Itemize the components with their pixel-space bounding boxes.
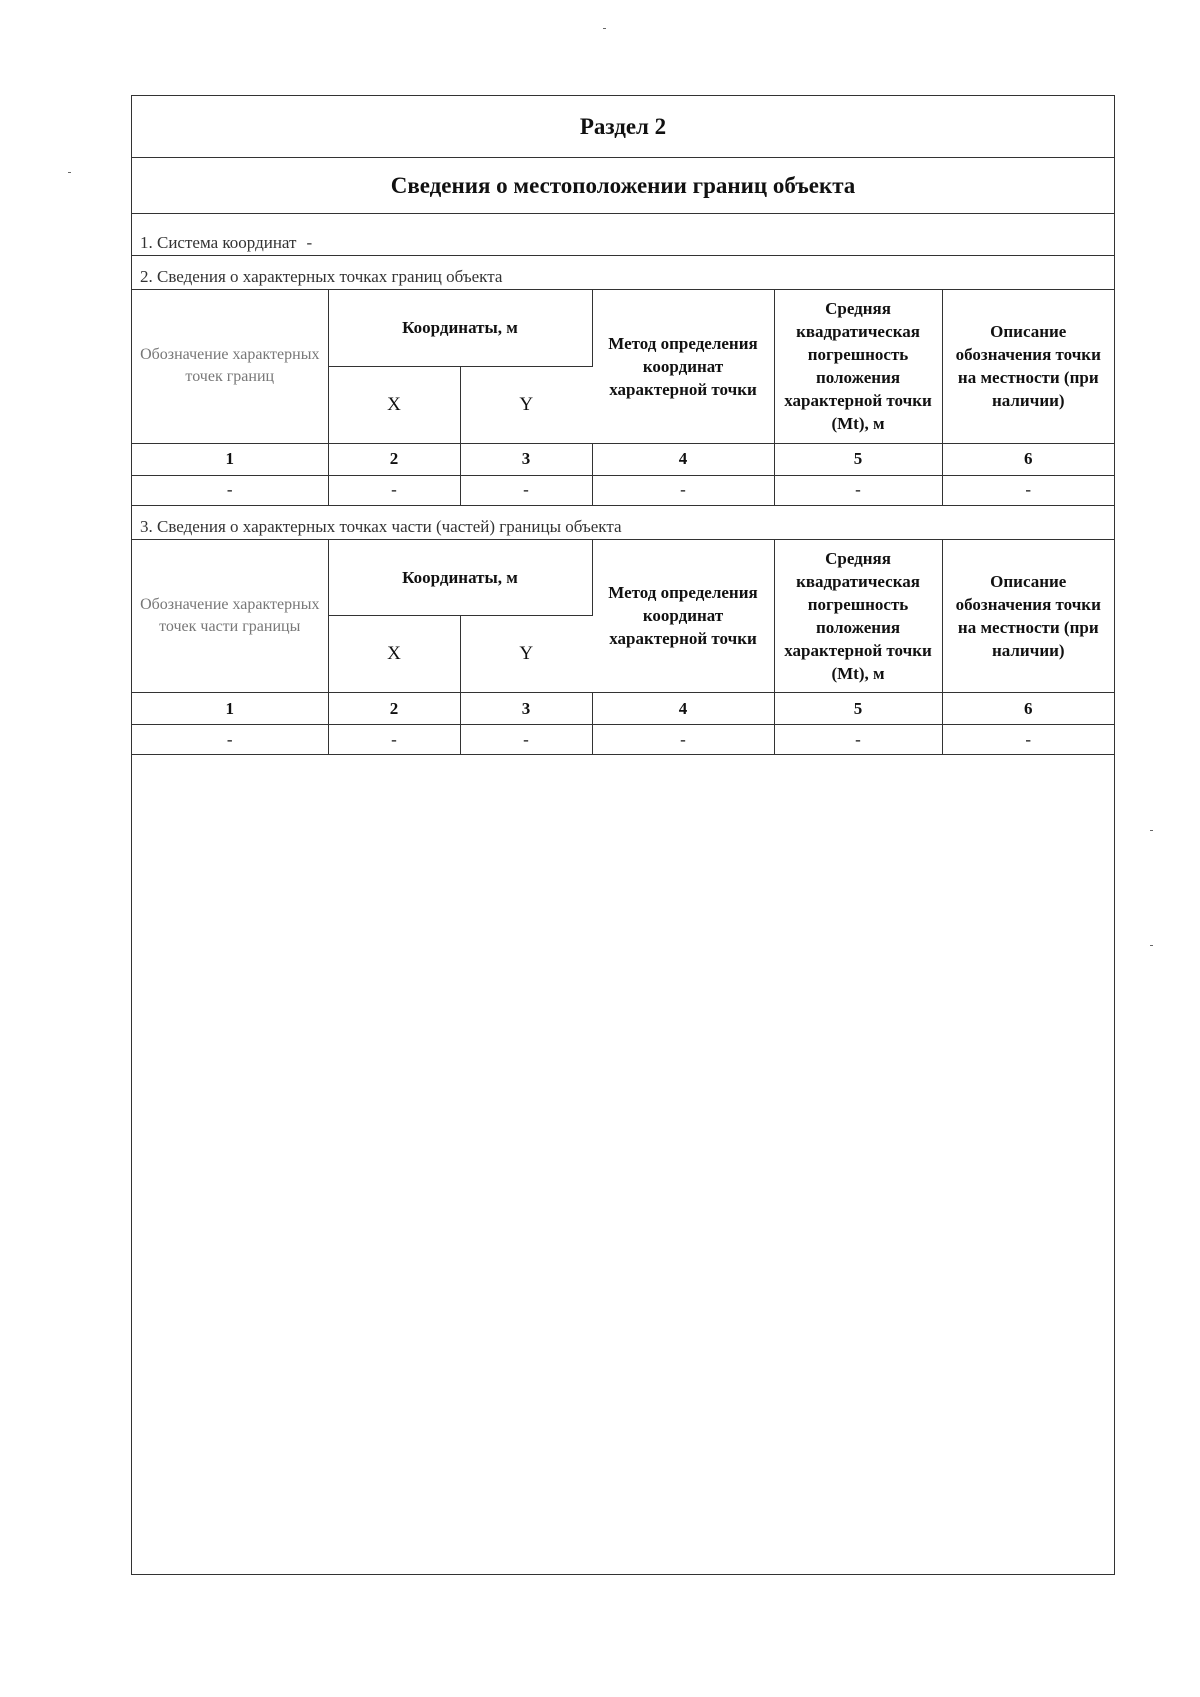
col-error: Средняя квадратическая погрешность положения характерной точки (Mt), м (774, 290, 942, 443)
col-coordinates: Координаты, м (328, 540, 592, 616)
table-cell: - (942, 475, 1114, 505)
table-cell: - (328, 475, 460, 505)
column-number: 5 (774, 443, 942, 475)
part-boundary-points-table (132, 540, 1114, 756)
table-cell: - (328, 725, 460, 755)
scan-speck (603, 28, 606, 29)
section-number: Раздел 2 (132, 96, 1114, 158)
boundary-points-table (132, 290, 1114, 506)
column-number: 5 (774, 693, 942, 725)
column-number: 2 (328, 443, 460, 475)
column-number: 2 (328, 693, 460, 725)
column-number: 6 (942, 693, 1114, 725)
table-cell: - (774, 475, 942, 505)
column-numbers-row (132, 693, 1114, 725)
table-row (132, 475, 1114, 505)
table2-container (132, 540, 1114, 756)
scan-speck (68, 172, 71, 173)
table2-caption: 3. Сведения о характерных точках части (частей) границы объекта (132, 506, 1114, 540)
col-description: Описание обозначения точки на местности (при наличии) (942, 290, 1114, 443)
table-cell: - (132, 725, 328, 755)
coord-system-label: 1. Система координат (140, 233, 297, 252)
table-cell: - (592, 475, 774, 505)
table1-container (132, 290, 1114, 506)
table-cell: - (460, 475, 592, 505)
document-frame (131, 95, 1115, 1575)
col-method: Метод определения координат характерной точки (592, 290, 774, 443)
table-cell: - (942, 725, 1114, 755)
col-designation: Обозначение характерных точек границ (132, 290, 328, 443)
column-number: 3 (460, 693, 592, 725)
col-y: Y (460, 366, 592, 443)
col-y: Y (460, 616, 592, 693)
table-cell: - (132, 475, 328, 505)
column-number: 4 (592, 693, 774, 725)
scan-speck (1150, 945, 1153, 946)
table-cell: - (460, 725, 592, 755)
table-cell: - (774, 725, 942, 755)
table1-caption: 2. Сведения о характерных точках границ объекта (132, 256, 1114, 290)
column-number: 1 (132, 693, 328, 725)
section-title: Сведения о местоположении границ объекта (132, 158, 1114, 214)
column-number: 6 (942, 443, 1114, 475)
col-description: Описание обозначения точки на местности (при наличии) (942, 540, 1114, 693)
col-designation: Обозначение характерных точек части границы (132, 540, 328, 693)
coord-system-value: - (306, 233, 313, 252)
column-number: 1 (132, 443, 328, 475)
scan-speck (1150, 830, 1153, 831)
col-coordinates: Координаты, м (328, 290, 592, 366)
col-x: X (328, 616, 460, 693)
column-number: 3 (460, 443, 592, 475)
table-row (132, 725, 1114, 755)
coord-system-row (132, 214, 1114, 256)
col-method: Метод определения координат характерной точки (592, 540, 774, 693)
column-numbers-row (132, 443, 1114, 475)
table-cell: - (592, 725, 774, 755)
column-number: 4 (592, 443, 774, 475)
col-error: Средняя квадратическая погрешность положения характерной точки (Mt), м (774, 540, 942, 693)
col-x: X (328, 366, 460, 443)
